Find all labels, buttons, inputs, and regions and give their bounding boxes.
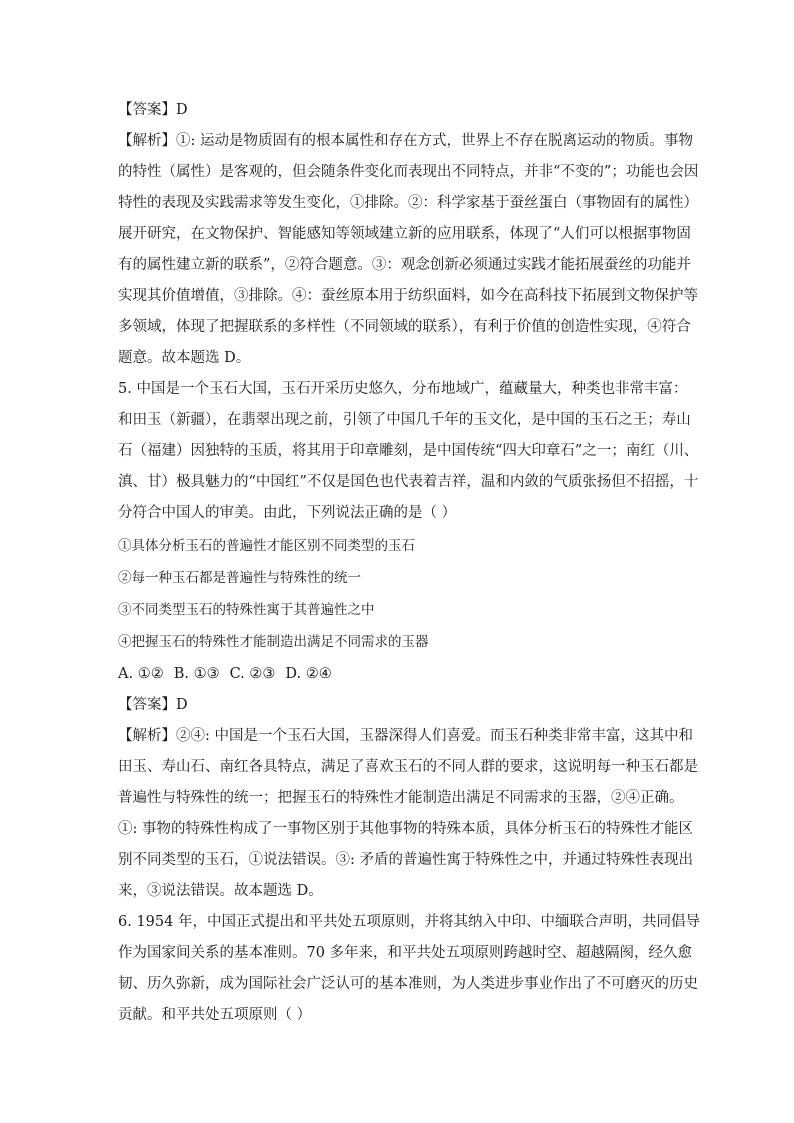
analysis-line: 田玉、寿山石、南红各具特点，满足了喜欢玉石的不同人群的要求，这说明每一种玉石都是 [118, 759, 698, 775]
analysis-line: 实现其价值增值，③排除。④：蚕丝原本用于纺织面料，如今在高科技下拓展到文物保护等 [118, 288, 698, 304]
analysis-line: 展开研究，在文物保护、智能感知等领域建立新的应用联系，体现了“人们可以根据事物固 [118, 226, 691, 242]
analysis-line: 别不同类型的玉石，①说法错误。③: 矛盾的普遍性寓于特殊性之中，并通过特殊性表现出 [118, 852, 693, 868]
answer-line [118, 695, 188, 715]
choice-c: C. ②③ [229, 666, 276, 682]
answer-line [118, 100, 188, 120]
question-line: 作为国家间关系的基本准则。70 多年来，和平共处五项原则跨越时空、超越隔阂，经久愈 [118, 945, 693, 961]
answer-value: D [176, 697, 188, 713]
question-line: 石（福建）因独特的玉质，将其用于印章雕刻，是中国传统“四大印章石”之一；南红（川、 [118, 443, 699, 459]
choice-b: B. ①③ [173, 666, 220, 682]
analysis-text: ②④: 中国是一个玉石大国，玉器深得人们喜爱。而玉石种类非常丰富，这其中和 [176, 728, 693, 744]
analysis-line [118, 726, 693, 746]
choice-a: A. ①② [118, 666, 164, 682]
question-line: 贡献。和平共处五项原则（ ） [118, 1007, 312, 1023]
answer-label: 【答案】 [118, 102, 176, 118]
choice-row [118, 664, 332, 684]
statement-item: ③不同类型玉石的特殊性寓于其普遍性之中 [118, 602, 375, 618]
analysis-label: 【解析】 [118, 728, 176, 744]
choice-d: D. ②④ [285, 666, 332, 682]
question-line: 滇、甘）极具魅力的“中国红”不仅是国色也代表着吉祥，温和内敛的气质张扬但不招摇，十 [118, 474, 699, 490]
question-line: 分符合中国人的审美。由此，下列说法正确的是（ ） [118, 505, 457, 521]
analysis-line: 特性的表现及实践需求等发生变化，①排除。②：科学家基于蚕丝蛋白（事物固有的属性） [118, 195, 698, 211]
question-line: 6. 1954 年，中国正式提出和平共处五项原则，并将其纳入中印、中缅联合声明，共同倡导 [118, 914, 700, 930]
question-line: 5. 中国是一个玉石大国，玉石开采历史悠久，分布地域广，蕴藏量大，种类也非常丰富： [118, 381, 688, 397]
analysis-label: 【解析】 [118, 133, 176, 149]
statement-item: ④把握玉石的特殊性才能制造出满足不同需求的玉器 [118, 634, 429, 650]
question-line: 和田玉（新疆），在翡翠出现之前，引领了中国几千年的玉文化，是中国的玉石之王；寿山 [118, 412, 691, 428]
analysis-line: 来，③说法错误。故本题选 D。 [118, 883, 323, 899]
statement-item: ②每一种玉石都是普遍性与特殊性的统一 [118, 570, 361, 586]
analysis-line [118, 131, 693, 151]
question-line: 韧、历久弥新，成为国际社会广泛认可的基本准则，为人类进步事业作出了不可磨灭的历史 [118, 976, 698, 992]
analysis-text: ①: 运动是物质固有的根本属性和存在方式，世界上不存在脱离运动的物质。事物 [176, 133, 693, 149]
answer-value: D [176, 102, 188, 118]
analysis-line: 多领域，体现了把握联系的多样性（不同领域的联系），有利于价值的创造性实现，④符合 [118, 319, 691, 335]
analysis-line: 普遍性与特殊性的统一；把握玉石的特殊性才能制造出满足不同需求的玉器，②④正确。 [118, 790, 684, 806]
analysis-line: ①: 事物的特殊性构成了一事物区别于其他事物的特殊本质，具体分析玉石的特殊性才能区 [118, 821, 693, 837]
analysis-line: 题意。故本题选 D。 [118, 350, 251, 366]
answer-label: 【答案】 [118, 697, 176, 713]
analysis-line: 有的属性建立新的联系”，②符合题意。③：观念创新必须通过实践才能拓展蚕丝的功能并 [118, 257, 691, 273]
analysis-line: 的特性（属性）是客观的，但会随条件变化而表现出不同特点，并非“不变的”；功能也会因 [118, 164, 699, 180]
statement-item: ①具体分析玉石的普遍性才能区别不同类型的玉石 [118, 538, 415, 554]
